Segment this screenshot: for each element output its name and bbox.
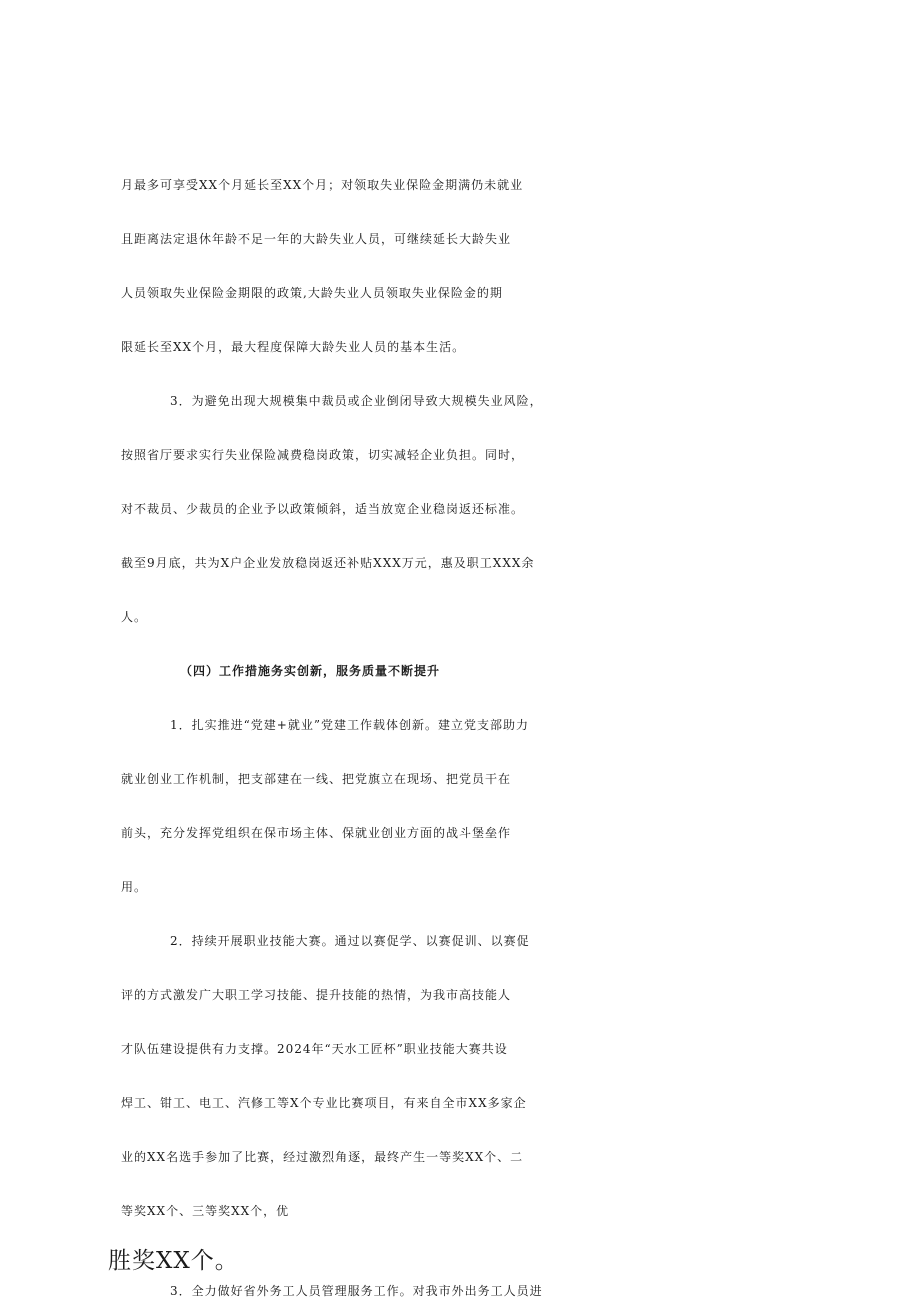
paragraph-line: 就业创业工作机制，把支部建在一线、把党旗立在现场、把党员干在 [121, 772, 512, 786]
paragraph-line: 前头，充分发挥党组织在保市场主体、保就业创业方面的战斗堡垒作 [121, 826, 512, 840]
paragraph-line: 月最多可享受XX个月延长至XX个月；对领取失业保险金期满仍未就业 [121, 178, 524, 192]
paragraph-line: 才队伍建设提供有力支撑。2024年“天水工匠杯”职业技能大赛共设 [121, 1042, 508, 1056]
paragraph-line: 人。 [121, 610, 148, 624]
paragraph-line: 等奖XX个、三等奖XX个，优 [121, 1204, 290, 1218]
paragraph-line: 胜奖XX个。 [108, 1248, 239, 1274]
paragraph-line: 人员领取失业保险金期限的政策,大龄失业人员领取失业保险金的期 [121, 286, 503, 300]
paragraph-line: 截至9月底，共为X户企业发放稳岗返还补贴XXX万元，惠及职工XXX余 [121, 556, 535, 570]
paragraph-line: 限延长至XX个月，最大程度保障大龄失业人员的基本生活。 [121, 340, 466, 354]
paragraph-line: 业的XX名选手参加了比赛，经过激烈角逐，最终产生一等奖XX个、二 [121, 1150, 524, 1164]
paragraph-line: 且距离法定退休年龄不足一年的大龄失业人员，可继续延长大龄失业 [121, 232, 512, 246]
paragraph-line: 评的方式激发广大职工学习技能、提升技能的热情，为我市高技能人 [121, 988, 512, 1002]
paragraph-line: 焊工、钳工、电工、汽修工等X个专业比赛项目，有来自全市XX多家企 [121, 1096, 527, 1110]
paragraph-line: 2．持续开展职业技能大赛。通过以赛促学、以赛促训、以赛促 [170, 934, 530, 948]
section-heading: （四）工作措施务实创新，服务质量不断提升 [180, 664, 441, 678]
paragraph-line: 对不裁员、少裁员的企业予以政策倾斜，适当放宽企业稳岗返还标准。 [121, 502, 525, 516]
paragraph-line: 1．扎实推进“党建+就业”党建工作载体创新。建立党支部助力 [170, 718, 529, 732]
paragraph-line: 按照省厅要求实行失业保险减费稳岗政策，切实减轻企业负担。同时， [121, 448, 525, 462]
paragraph-line: 3．全力做好省外务工人员管理服务工作。对我市外出务工人员进 [170, 1284, 543, 1298]
paragraph-line: 用。 [121, 880, 148, 894]
paragraph-line: 3．为避免出现大规模集中裁员或企业倒闭导致大规模失业风险， [170, 394, 543, 408]
